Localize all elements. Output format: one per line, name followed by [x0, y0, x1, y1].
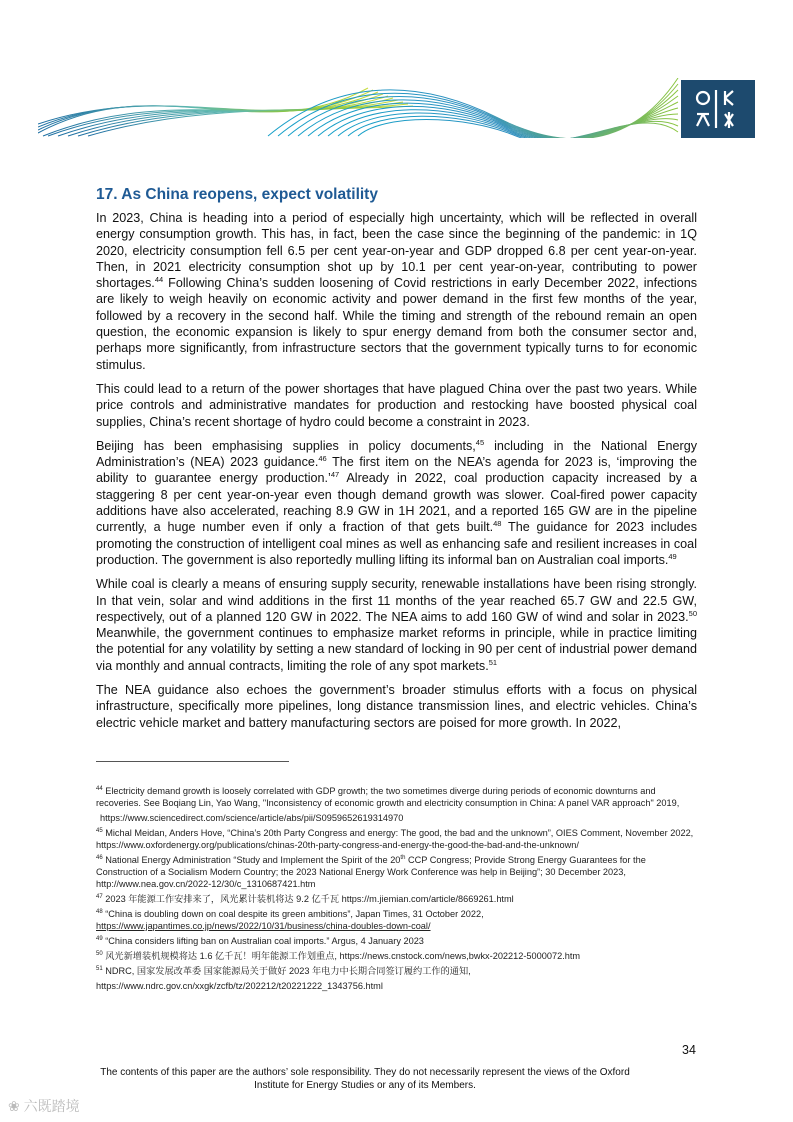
- footnote-ref[interactable]: 46: [318, 453, 327, 463]
- disclaimer: The contents of this paper are the authors’ sole responsibility. They do not necessarily represent the views of the Oxford Institute for Energy Studies or any of its Members.: [100, 1067, 630, 1091]
- paragraph: While coal is clearly a means of ensuring supply security, renewable installations have been rising strongly. In that vein, solar and wind additions in the first 11 months of the year reached 65.7 GW and 22.5 GW, respectively, out of a planned 120 GW in 2022. The NEA aims to add 160 GW of wind and solar in 2023.50 Meanwhile, the government continues to emphasize market reforms in principle, while in practice limiting the potential for any volatility by setting a new standard of locking in 90 per cent of industrial power demand via monthly and annual contracts, limiting the role of any spot markets.$^{51}$: [96, 577, 697, 673]
- page-number: 34: [682, 1043, 696, 1057]
- footnote-50: $^{50}$ 风光新增装机规模将达 1.6 亿千瓦！明年能源工作划重点, https://news.cnstock.com/news,bwkx-202212-5000072.htm: [96, 950, 581, 961]
- footnote-ref[interactable]: 51: [488, 657, 498, 667]
- footnote-48: $^{48}$ “China is doubling down on coal despite its green ambitions”, Japan Times, 31 October 2022, https://www.japantimes.co.jp/news/2022/10/31/business/china-doubles-down-coal/: [96, 908, 484, 931]
- footnote-ref[interactable]: 50: [688, 608, 697, 618]
- footnote-44: $^{44}$ Electricity demand growth is loosely correlated with GDP growth; the two sometimes diverge during periods of economic downturns and recoveries. See Boqiang Lin, Yao Wang, "Inconsistency of economic growth and electricity consumption in China: A panel VAR approach" 2019,: [96, 785, 680, 808]
- paragraph: This could lead to a return of the power shortages that have plagued China over the past two years. While price controls and administrative mandates for production and restocking have boosted physical coal supplies, China’s recent shortage of hydro could become a constraint in 2023.: [96, 381, 697, 429]
- body-text: [96, 210, 697, 739]
- footnote-51: $^{51}$ NDRC, 国家发展改革委 国家能源局关于做好 2023 年电力中长期合同签订履约工作的通知,: [96, 965, 471, 976]
- footnote-ref[interactable]: 44: [154, 275, 164, 284]
- footnote-ref[interactable]: 48: [493, 519, 502, 529]
- watermark-text: 六既踏境: [23, 1098, 80, 1114]
- footnote-ref[interactable]: 45: [475, 437, 485, 447]
- paragraph: In 2023, China is heading into a period of especially high uncertainty, which will be reflected in overall energy consumption growth. This has, in fact, been the case since the beginning of the pandemic: in 1Q 2020, electricity consumption fell 6.5 per cent year-on-year and GDP dropped 6.8 per cent year-on-year. Then, in 2021 electricity consumption shot up by 10.1 per cent year-on-year, contributing to power shortages.$^{44}$ Following China’s sudden loosening of Covid restrictions in early December 2022, infections are likely to weigh heavily on economic activity and power demand in the first few months of the year, followed by a recovery in the second half. While the timing and strength of the rebound remain an open question, the economic expansion is likely to spur energy demand from both the consumer sector and, perhaps more significantly, from infrastructure sectors that the government typically turns to for economic stimulus.: [96, 211, 697, 372]
- paragraph: The NEA guidance also echoes the government’s broader stimulus efforts with a focus on physical infrastructure, specifically more pipelines, long distance transmission lines, and electric vehicles. China’s electric vehicle market and battery manufacturing sectors are poised for more growth. In 2022,: [96, 683, 697, 730]
- header-banner: [38, 78, 758, 138]
- paragraph: Beijing has been emphasising supplies in policy documents,$^{45}$ including in the National Energy Administration’s (NEA) 2023 guidance.$^{46}$ The first item on the NEA’s agenda for 2023 is, ‘improving the ability to guarantee energy production.’$^{47}$ Already in 2022, coal production capacity increased by a staggering 8 per cent year-on-year even though demand growth was slower. Coal-fired power capacity additions have also accelerated, reaching 8.9 GW in 1H 2021, and a reported 165 GW are in the pipeline currently, a huge number even if only a fraction of that gets built.$^{48}$ The guidance for 2023 includes promoting the construction of intelligent coal mines as well as enhancing safe and resilient increases in coal production. The government is also reportedly mulling lifting its informal ban on Australian coal imports.$^{49}$: [96, 437, 697, 567]
- footnote-45: $^{45}$ Michal Meidan, Anders Hove, “China’s 20th Party Congress and energy: The good, the bad and the unknown”, OIES Comment, November 2022, https://www.oxfordenergy.org/publications/chinas-20th-party-congress-and-energy-the-good-the-bad-and-the-unknown/: [96, 827, 694, 850]
- oies-logo: [681, 80, 755, 138]
- footnote-link[interactable]: https://www.ndrc.gov.cn/xxgk/zcfb/tz/202212/t20221222_1343756.html: [96, 981, 383, 991]
- footnote-divider: [96, 761, 289, 762]
- watermark: [8, 1096, 80, 1116]
- footnotes: [96, 785, 696, 995]
- footnote-ref[interactable]: 49: [668, 551, 677, 561]
- footnote-ref[interactable]: 47: [330, 470, 340, 480]
- footnote-49: $^{49}$ “China considers lifting ban on Australian coal imports.” Argus, 4 January 2023: [96, 935, 424, 946]
- footnote-link[interactable]: https://www.japantimes.co.jp/news/2022/10/31/business/china-doubles-down-coal/: [96, 921, 431, 931]
- banner-waves: [38, 78, 678, 138]
- section-heading: 17. As China reopens, expect volatility: [96, 186, 378, 203]
- footnote-link[interactable]: https://www.sciencedirect.com/science/article/abs/pii/S0959652619314970: [100, 813, 404, 823]
- footnote-46: $^{46}$ National Energy Administration “Study and Implement the Spirit of the 20th CCP Congress; Provide Strong Energy Guarantees for the Construction of a Socialism Modern Country; the 2023 National Energy Work Conference was help in Beijing”; 30 December 2023, http://www.nea.gov.cn/2022-12/30/c_1310687421.htm: [96, 854, 646, 889]
- watermark-icon: ❀: [8, 1098, 20, 1114]
- oies-logo-icon: [681, 80, 755, 138]
- footnote-47: $^{47}$ 2023 年能源工作安排来了，风光累计装机将达 9.2 亿千瓦 https://m.jiemian.com/article/8669261.html: [96, 893, 514, 904]
